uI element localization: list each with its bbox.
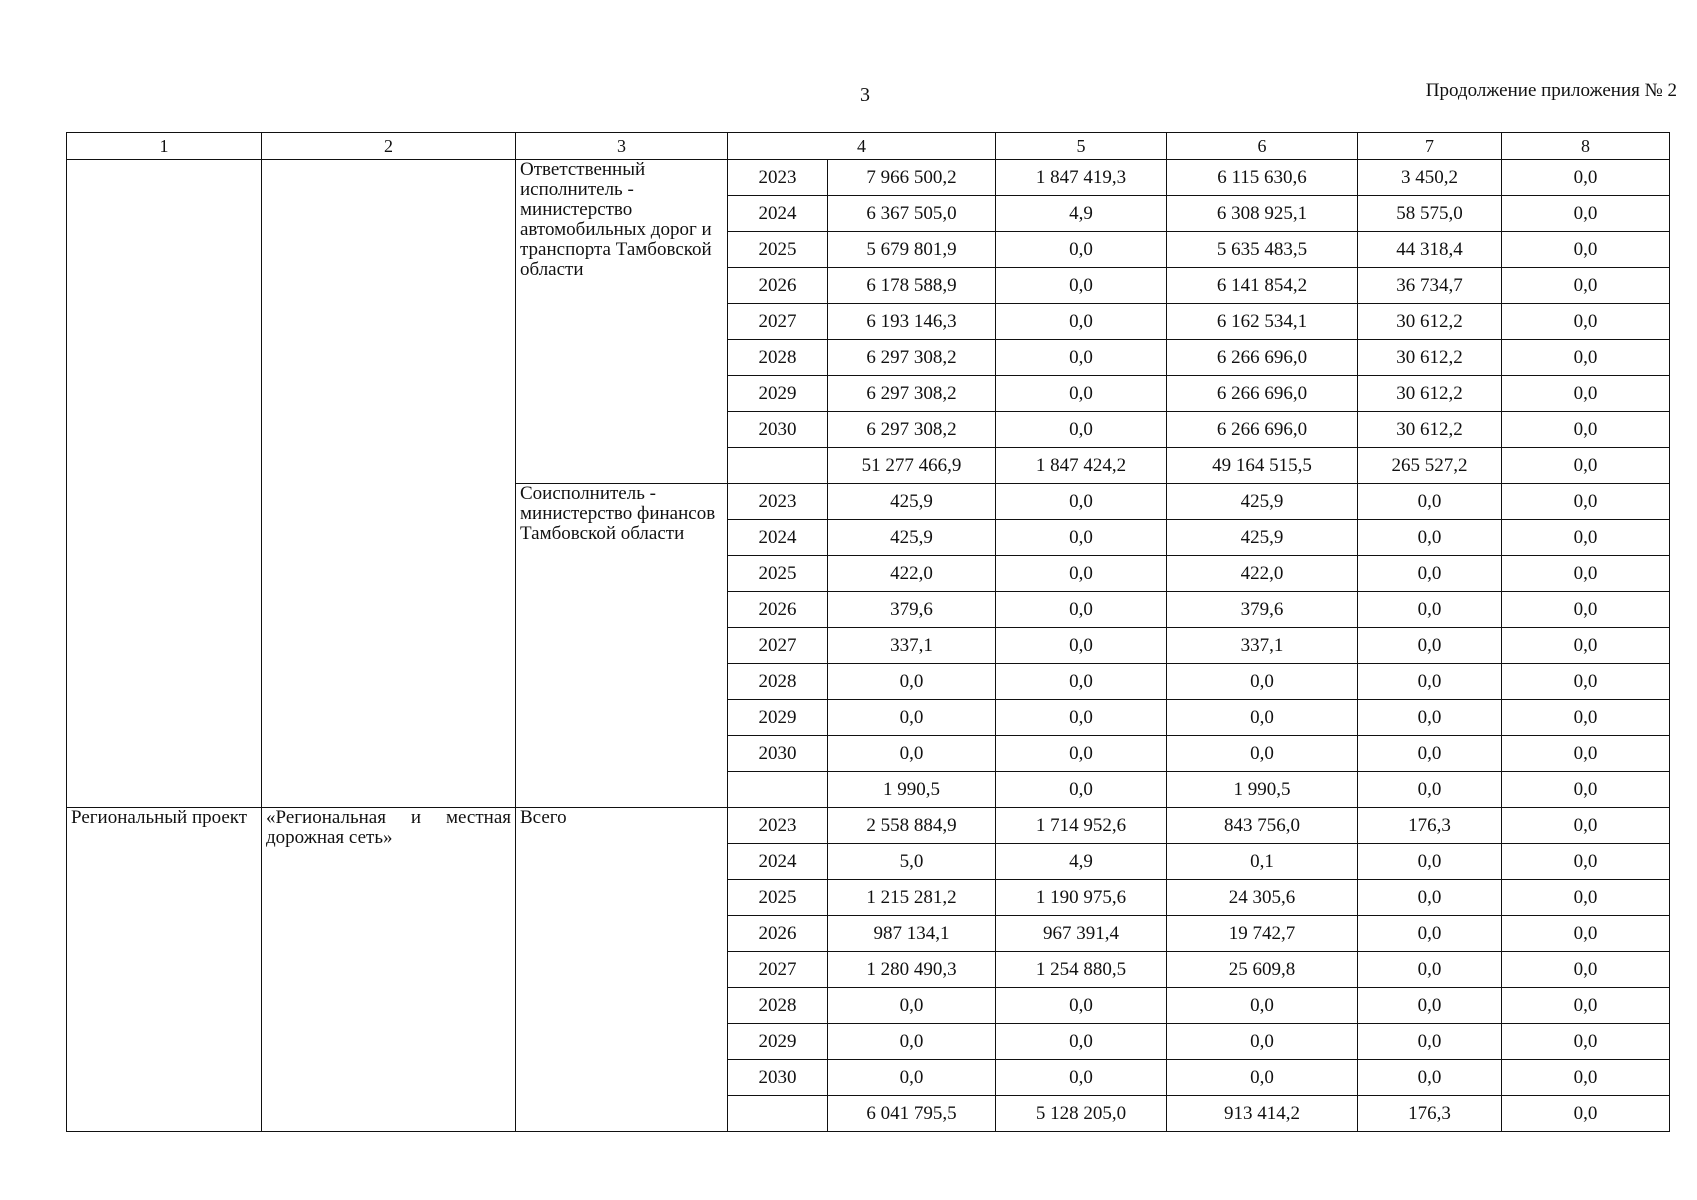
year-cell: 2028 [728, 664, 828, 700]
federal-cell: 0,0 [996, 340, 1167, 376]
regional-cell: 337,1 [1167, 628, 1358, 664]
federal-cell: 0,0 [996, 1024, 1167, 1060]
total-cell: 6 193 146,3 [828, 304, 996, 340]
total-cell: 5 679 801,9 [828, 232, 996, 268]
local-cell: 0,0 [1358, 772, 1502, 808]
local-cell: 0,0 [1358, 916, 1502, 952]
table-row [67, 808, 1670, 844]
local-cell: 0,0 [1358, 664, 1502, 700]
year-cell: 2030 [728, 736, 828, 772]
total-cell: 379,6 [828, 592, 996, 628]
federal-cell: 0,0 [996, 736, 1167, 772]
local-cell: 0,0 [1358, 556, 1502, 592]
local-cell: 265 527,2 [1358, 448, 1502, 484]
other-cell: 0,0 [1502, 304, 1670, 340]
federal-cell: 0,0 [996, 772, 1167, 808]
regional-cell: 5 635 483,5 [1167, 232, 1358, 268]
other-cell: 0,0 [1502, 412, 1670, 448]
local-cell: 0,0 [1358, 988, 1502, 1024]
year-cell: 2027 [728, 304, 828, 340]
regional-cell: 6 141 854,2 [1167, 268, 1358, 304]
regional-cell: 19 742,7 [1167, 916, 1358, 952]
local-cell: 30 612,2 [1358, 340, 1502, 376]
total-cell: 6 367 505,0 [828, 196, 996, 232]
local-cell: 0,0 [1358, 520, 1502, 556]
regional-cell: 6 308 925,1 [1167, 196, 1358, 232]
total-cell: 987 134,1 [828, 916, 996, 952]
federal-cell: 1 254 880,5 [996, 952, 1167, 988]
federal-cell: 1 847 424,2 [996, 448, 1167, 484]
header-row [67, 133, 1670, 160]
total-cell: 0,0 [828, 700, 996, 736]
federal-cell: 5 128 205,0 [996, 1096, 1167, 1132]
local-cell: 0,0 [1358, 700, 1502, 736]
year-cell: 2030 [728, 1060, 828, 1096]
federal-cell: 1 714 952,6 [996, 808, 1167, 844]
year-cell: 2026 [728, 916, 828, 952]
item-type-cell: Региональный проект [67, 808, 262, 1132]
federal-cell: 0,0 [996, 304, 1167, 340]
local-cell: 30 612,2 [1358, 376, 1502, 412]
other-cell: 0,0 [1502, 556, 1670, 592]
item-type-cell [67, 160, 262, 808]
total-cell: 1 990,5 [828, 772, 996, 808]
other-cell: 0,0 [1502, 484, 1670, 520]
federal-cell: 0,0 [996, 412, 1167, 448]
local-cell: 58 575,0 [1358, 196, 1502, 232]
other-cell: 0,0 [1502, 628, 1670, 664]
other-cell: 0,0 [1502, 700, 1670, 736]
other-cell: 0,0 [1502, 916, 1670, 952]
regional-cell: 6 162 534,1 [1167, 304, 1358, 340]
year-cell: 2028 [728, 988, 828, 1024]
header-cell-1: 1 [67, 133, 262, 160]
other-cell: 0,0 [1502, 772, 1670, 808]
federal-cell: 0,0 [996, 592, 1167, 628]
total-cell: 6 297 308,2 [828, 412, 996, 448]
other-cell: 0,0 [1502, 376, 1670, 412]
other-cell: 0,0 [1502, 988, 1670, 1024]
total-cell: 6 297 308,2 [828, 340, 996, 376]
total-cell: 51 277 466,9 [828, 448, 996, 484]
year-cell: 2030 [728, 412, 828, 448]
total-cell: 0,0 [828, 1060, 996, 1096]
local-cell: 176,3 [1358, 808, 1502, 844]
federal-cell: 0,0 [996, 628, 1167, 664]
regional-cell: 0,0 [1167, 1024, 1358, 1060]
regional-cell: 0,1 [1167, 844, 1358, 880]
regional-cell: 0,0 [1167, 1060, 1358, 1096]
federal-cell: 0,0 [996, 1060, 1167, 1096]
regional-cell: 6 266 696,0 [1167, 412, 1358, 448]
federal-cell: 967 391,4 [996, 916, 1167, 952]
regional-cell: 913 414,2 [1167, 1096, 1358, 1132]
other-cell: 0,0 [1502, 952, 1670, 988]
other-cell: 0,0 [1502, 808, 1670, 844]
executor-cell: Соисполнитель - министерство финансов Тамбовской области [516, 484, 728, 808]
regional-cell: 425,9 [1167, 484, 1358, 520]
total-cell: 1 215 281,2 [828, 880, 996, 916]
regional-cell: 0,0 [1167, 700, 1358, 736]
executor-cell: Ответственный исполнитель - министерство автомобильных дорог и транспорта Тамбовской области [516, 160, 728, 484]
other-cell: 0,0 [1502, 160, 1670, 196]
regional-cell: 49 164 515,5 [1167, 448, 1358, 484]
total-cell: 6 041 795,5 [828, 1096, 996, 1132]
federal-cell: 4,9 [996, 844, 1167, 880]
local-cell: 0,0 [1358, 592, 1502, 628]
regional-cell: 425,9 [1167, 520, 1358, 556]
regional-cell: 24 305,6 [1167, 880, 1358, 916]
other-cell: 0,0 [1502, 196, 1670, 232]
regional-cell: 843 756,0 [1167, 808, 1358, 844]
total-cell: 0,0 [828, 664, 996, 700]
federal-cell: 0,0 [996, 664, 1167, 700]
local-cell: 0,0 [1358, 1060, 1502, 1096]
year-cell: 2023 [728, 484, 828, 520]
local-cell: 0,0 [1358, 628, 1502, 664]
federal-cell: 0,0 [996, 700, 1167, 736]
year-cell: 2025 [728, 232, 828, 268]
regional-cell: 25 609,8 [1167, 952, 1358, 988]
header-cell-3: 3 [516, 133, 728, 160]
total-cell: 422,0 [828, 556, 996, 592]
federal-cell: 0,0 [996, 988, 1167, 1024]
regional-cell: 379,6 [1167, 592, 1358, 628]
other-cell: 0,0 [1502, 448, 1670, 484]
year-cell: 2027 [728, 952, 828, 988]
federal-cell: 4,9 [996, 196, 1167, 232]
federal-cell: 1 190 975,6 [996, 880, 1167, 916]
total-cell: 1 280 490,3 [828, 952, 996, 988]
total-cell: 6 297 308,2 [828, 376, 996, 412]
other-cell: 0,0 [1502, 232, 1670, 268]
local-cell: 0,0 [1358, 844, 1502, 880]
regional-cell: 6 266 696,0 [1167, 376, 1358, 412]
header-cell-2: 2 [262, 133, 516, 160]
regional-cell: 422,0 [1167, 556, 1358, 592]
federal-cell: 0,0 [996, 376, 1167, 412]
item-name-cell [262, 160, 516, 808]
local-cell: 44 318,4 [1358, 232, 1502, 268]
other-cell: 0,0 [1502, 736, 1670, 772]
table-body [67, 133, 1670, 1132]
year-cell [728, 1096, 828, 1132]
other-cell: 0,0 [1502, 1060, 1670, 1096]
other-cell: 0,0 [1502, 520, 1670, 556]
other-cell: 0,0 [1502, 844, 1670, 880]
year-cell: 2029 [728, 700, 828, 736]
federal-cell: 0,0 [996, 556, 1167, 592]
year-cell: 2026 [728, 268, 828, 304]
header-cell-4: 4 [728, 133, 996, 160]
total-cell: 337,1 [828, 628, 996, 664]
regional-cell: 0,0 [1167, 988, 1358, 1024]
other-cell: 0,0 [1502, 340, 1670, 376]
header-cell-7: 7 [1358, 133, 1502, 160]
year-cell: 2024 [728, 196, 828, 232]
year-cell: 2025 [728, 880, 828, 916]
year-cell: 2023 [728, 808, 828, 844]
regional-cell: 0,0 [1167, 664, 1358, 700]
other-cell: 0,0 [1502, 1096, 1670, 1132]
item-name-cell: «Региональная и местная дорожная сеть» [262, 808, 516, 1132]
year-cell: 2028 [728, 340, 828, 376]
other-cell: 0,0 [1502, 268, 1670, 304]
federal-cell: 1 847 419,3 [996, 160, 1167, 196]
total-cell: 0,0 [828, 988, 996, 1024]
year-cell: 2027 [728, 628, 828, 664]
local-cell: 0,0 [1358, 484, 1502, 520]
total-cell: 425,9 [828, 484, 996, 520]
local-cell: 0,0 [1358, 952, 1502, 988]
total-cell: 2 558 884,9 [828, 808, 996, 844]
year-cell: 2023 [728, 160, 828, 196]
header-cell-5: 5 [996, 133, 1167, 160]
federal-cell: 0,0 [996, 232, 1167, 268]
year-cell: 2026 [728, 592, 828, 628]
other-cell: 0,0 [1502, 592, 1670, 628]
year-cell [728, 772, 828, 808]
total-cell: 6 178 588,9 [828, 268, 996, 304]
other-cell: 0,0 [1502, 1024, 1670, 1060]
page-number: 3 [860, 84, 870, 106]
local-cell: 176,3 [1358, 1096, 1502, 1132]
local-cell: 30 612,2 [1358, 412, 1502, 448]
page-note: Продолжение приложения № 2 [1425, 80, 1677, 101]
year-cell [728, 448, 828, 484]
local-cell: 30 612,2 [1358, 304, 1502, 340]
total-cell: 0,0 [828, 1024, 996, 1060]
regional-cell: 0,0 [1167, 736, 1358, 772]
regional-cell: 6 266 696,0 [1167, 340, 1358, 376]
budget-table [66, 132, 1670, 1132]
federal-cell: 0,0 [996, 484, 1167, 520]
local-cell: 3 450,2 [1358, 160, 1502, 196]
other-cell: 0,0 [1502, 664, 1670, 700]
table-row [67, 160, 1670, 196]
total-cell: 7 966 500,2 [828, 160, 996, 196]
total-cell: 0,0 [828, 736, 996, 772]
year-cell: 2029 [728, 1024, 828, 1060]
header-cell-8: 8 [1502, 133, 1670, 160]
year-cell: 2024 [728, 844, 828, 880]
local-cell: 0,0 [1358, 880, 1502, 916]
year-cell: 2025 [728, 556, 828, 592]
local-cell: 0,0 [1358, 736, 1502, 772]
year-cell: 2029 [728, 376, 828, 412]
other-cell: 0,0 [1502, 880, 1670, 916]
regional-cell: 6 115 630,6 [1167, 160, 1358, 196]
local-cell: 36 734,7 [1358, 268, 1502, 304]
year-cell: 2024 [728, 520, 828, 556]
header-cell-6: 6 [1167, 133, 1358, 160]
local-cell: 0,0 [1358, 1024, 1502, 1060]
executor-cell: Всего [516, 808, 728, 1132]
regional-cell: 1 990,5 [1167, 772, 1358, 808]
federal-cell: 0,0 [996, 268, 1167, 304]
total-cell: 425,9 [828, 520, 996, 556]
federal-cell: 0,0 [996, 520, 1167, 556]
total-cell: 5,0 [828, 844, 996, 880]
